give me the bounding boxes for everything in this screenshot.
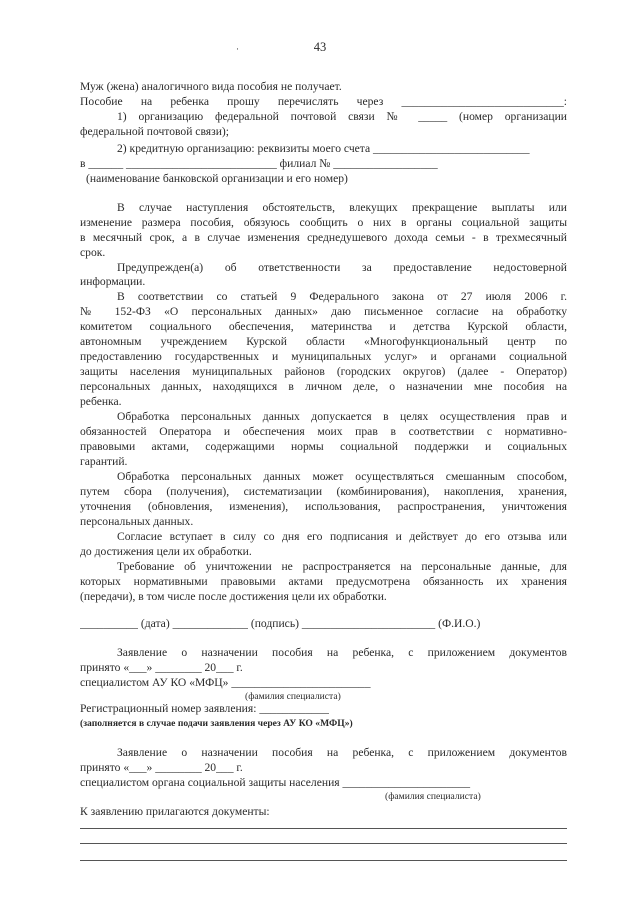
text-line: принято «___» ________ 20___ г.	[80, 661, 243, 674]
text-line: В случае наступления обстоятельств, влекущих прекращение выплаты или	[117, 201, 567, 214]
text-line: ребенка.	[80, 395, 122, 408]
text-line: которых нормативными правовыми актами предусмотрена обязанность их хранения	[80, 575, 567, 588]
text-line: принято «___» ________ 20___ г.	[80, 761, 243, 774]
text-line: специалистом АУ КО «МФЦ» ________________________	[80, 676, 371, 689]
fill-line	[80, 828, 567, 829]
page-number: 43	[313, 40, 327, 54]
text-line: правовыми актами, содержащими нормы социальной поддержки и социальных	[80, 440, 567, 453]
text-line: В соответствии со статьей 9 Федерального закона от 27 июля 2006 г.	[117, 290, 567, 303]
text-line: (наименование банковской организации и его номер)	[86, 172, 348, 185]
text-line: К заявлению прилагаются документы:	[80, 805, 270, 818]
text-line: (передачи), в том числе после достижения цели их обработки.	[80, 590, 387, 603]
text-line: защиты населения муниципальных районов (городских округов) (далее - Оператор)	[80, 365, 567, 378]
text-line: персональных данных.	[80, 515, 194, 528]
text-line: обязанностей Оператора и обеспечения моих прав в соответствии с нормативно-	[80, 425, 567, 438]
fill-line	[80, 843, 567, 844]
text-line: путем сбора (получения), систематизации (комбинирования), накопления, хранения,	[80, 485, 567, 498]
text-line: срок.	[80, 246, 106, 259]
text-line: Муж (жена) аналогичного вида пособия не получает.	[80, 80, 342, 93]
fill-line	[80, 860, 567, 861]
signature-line: __________ (дата) _____________ (подпись) _______________________ (Ф.И.О.)	[80, 617, 481, 630]
text-line: гарантий.	[80, 455, 128, 468]
caption: (фамилия специалиста)	[245, 691, 341, 702]
caption: (фамилия специалиста)	[385, 791, 481, 802]
text-line: 2) кредитную организацию: реквизиты моего счета ___________________________	[117, 142, 530, 155]
text-line: Заявление о назначении пособия на ребенка, с приложением документов	[117, 646, 567, 659]
text-line: Заявление о назначении пособия на ребенка, с приложением документов	[117, 746, 567, 759]
text-line: Обработка персональных данных может осуществляться смешанным способом,	[117, 470, 567, 483]
text-line: 1) организацию федеральной почтовой связи № _____ (номер организации	[117, 110, 567, 123]
caption: (заполняется в случае подачи заявления через АУ КО «МФЦ»)	[80, 718, 353, 729]
text-line: Регистрационный номер заявления: ____________	[80, 702, 329, 715]
text-line: специалистом органа социальной защиты населения ______________________	[80, 776, 471, 789]
text-line: в месячный срок, а в случае изменения среднедушевого дохода семьи - в трехмесячный	[80, 231, 567, 244]
text-line: Пособие на ребенка прошу перечислять через ____________________________:	[80, 95, 567, 108]
text-line: уточнения (обновления, изменения), использования, распространения, уничтожения	[80, 500, 567, 513]
text-line: федеральной почтовой связи);	[80, 125, 229, 138]
text-line: изменение размера пособия, обязуюсь сообщить о них в органы социальной защиты	[80, 216, 567, 229]
text-line: Предупрежден(а) об ответственности за предоставление недостоверной	[117, 261, 567, 274]
text-line: Требование об уничтожении не распространяется на персональные данные, для	[117, 560, 567, 573]
text-line: предоставлению государственных и муниципальных услуг» и органами социальной	[80, 350, 567, 363]
text-line: комитетом социального обеспечения, материнства и детства Курской области,	[80, 320, 567, 333]
document-page: 43 · Муж (жена) аналогичного вида пособия не получает. Пособие на ребенка прошу перечислять через ____________________________: 1) организацию федеральной почтовой связи № _____ (номер организации федеральной почтовой связи); 2) кредитную организацию: реквизиты моего счета ___________________________ в ______ __________________________ филиал № __________________ (наименование банковской организации и его номер) В случае наступления обстоятельств, влекущих прекращение выплаты или изменение размера пособия, обязуюсь сообщить о них в органы социальной защиты в месячный срок, а в случае изменения среднедушевого дохода семьи - в трехмесячный срок. Предупрежден(а) об ответственности за предоставление недостоверной информации. В соответствии со статьей 9 Федерального закона от 27 июля 2006 г. № 152-ФЗ «О персональных данных» даю письменное согласие на обработку комитетом социального обеспечения, материнства и детства Курской области, автономным учреждением Курской области «Многофункциональный центр по предоставлению государственных и муниципальных услуг» и органами социальной защиты населения муниципальных районов (городских округов) (далее - Оператор) персональных данных, находящихся в личном деле, о назначении мне пособия на ребенка. Обработка персональных данных допускается в целях осуществления прав и обязанностей Оператора и обеспечения моих прав в соответствии с нормативно- правовыми актами, содержащими нормы социальной поддержки и социальных гарантий. Обработка персональных данных может осуществляться смешанным способом, путем сбора (получения), систематизации (комбинирования), накопления, хранения, уточнения (обновления, изменения), использования, распространения, уничтожения персональных данных. Согласие вступает в силу со дня его подписания и действует до его отзыва или до достижения цели их обработки. Требование об уничтожении не распространяется на персональные данные, для которых нормативными правовыми актами предусмотрена обязанность их хранения (передачи), в том числе после достижения цели их обработки. __________ (дата) _____________ (подпись) _______________________ (Ф.И.О.) Заявление о назначении пособия на ребенка, с приложением документов принято «___» ________ 20___ г. специалистом АУ КО «МФЦ» ________________________ (фамилия специалиста) Регистрационный номер заявления: ____________ (заполняется в случае подачи заявления через АУ КО «МФЦ») Заявление о назначении пособия на ребенка, с приложением документов принято «___» ________ 20___ г. специалистом органа социальной защиты населения ______________________ (фамилия специалиста) К заявлению прилагаются документы:	[0, 0, 640, 905]
text-line: № 152-ФЗ «О персональных данных» даю письменное согласие на обработку	[80, 305, 567, 318]
text-line: в ______ __________________________ филиал № __________________	[80, 157, 438, 170]
text-line: персональных данных, находящихся в личном деле, о назначении мне пособия на	[80, 380, 567, 393]
text-line: Согласие вступает в силу со дня его подписания и действует до его отзыва или	[117, 530, 567, 543]
text-line: информации.	[80, 275, 146, 288]
text-line: автономным учреждением Курской области «Многофункциональный центр по	[80, 335, 567, 348]
text-line: Обработка персональных данных допускается в целях осуществления прав и	[117, 410, 567, 423]
text-line: до достижения цели их обработки.	[80, 545, 252, 558]
